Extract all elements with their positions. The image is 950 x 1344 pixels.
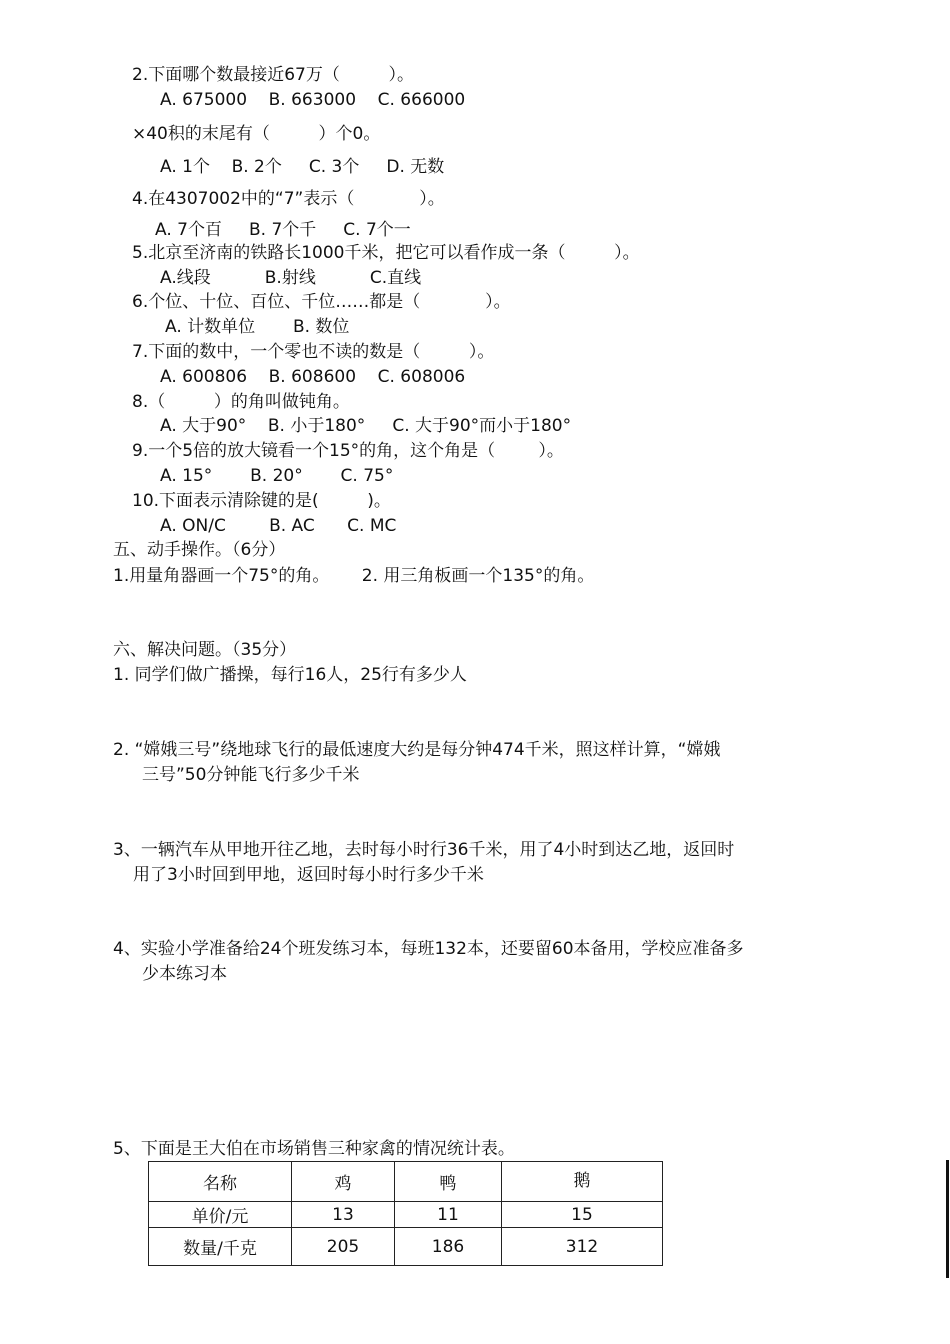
question-7-stem: 7.下面的数中，一个零也不读的数是（ ）。 (132, 342, 495, 362)
table-row (149, 1202, 663, 1228)
section5-task: 1.用量角器画一个75°的角。 2. 用三角板画一个135°的角。 (113, 566, 595, 586)
question-3-stem: ×40积的末尾有（ ）个0。 (132, 124, 381, 144)
question-5-options: A.线段 B.射线 C.直线 (160, 268, 422, 288)
question-3-options: A. 1个 B. 2个 C. 3个 D. 无数 (160, 157, 445, 177)
question-2-stem: 2.下面哪个数最接近67万（ ）。 (132, 65, 414, 85)
problem-1-text: 1. 同学们做广播操，每行16人，25行有多少人 (113, 665, 467, 685)
problem-3-text: 3、一辆汽车从甲地开往乙地，去时每小时行36千米，用了4小时到达乙地，返回时 (113, 840, 735, 860)
poultry-sales-table (148, 1161, 663, 1266)
problem-2-text-cont: 三号”50分钟能飞行多少千米 (142, 765, 360, 785)
table-cell: 单价/元 (149, 1202, 292, 1228)
question-6-stem: 6.个位、十位、百位、千位……都是（ ）。 (132, 292, 511, 312)
table-header-cell: 鹅 (502, 1162, 663, 1202)
table-header-row (149, 1162, 663, 1202)
problem-4-text-cont: 少本练习本 (142, 964, 227, 984)
section6-heading: 六、解决问题。（35分） (113, 640, 297, 660)
table-cell: 13 (292, 1202, 395, 1228)
table-cell: 312 (502, 1228, 663, 1266)
table-header-cell: 名称 (149, 1162, 292, 1202)
question-9-stem: 9.一个5倍的放大镜看一个15°的角，这个角是（ ）。 (132, 441, 564, 461)
page-edge-line (946, 1160, 949, 1278)
question-2-options: A. 675000 B. 663000 C. 666000 (160, 90, 466, 110)
table-cell: 15 (502, 1202, 663, 1228)
section5-heading: 五、动手操作。（6分） (113, 540, 286, 560)
question-6-options: A. 计数单位 B. 数位 (165, 317, 350, 337)
question-4-stem: 4.在4307002中的“7”表示（ ）。 (132, 189, 445, 209)
question-7-options: A. 600806 B. 608600 C. 608006 (160, 367, 466, 387)
table-row (149, 1228, 663, 1266)
table-cell: 205 (292, 1228, 395, 1266)
question-10-stem: 10.下面表示清除键的是( )。 (132, 491, 391, 511)
table-cell: 186 (395, 1228, 502, 1266)
question-8-options: A. 大于90° B. 小于180° C. 大于90°而小于180° (160, 416, 572, 436)
problem-3-text-cont: 用了3小时回到甲地，返回时每小时行多少千米 (133, 865, 484, 885)
table-cell: 11 (395, 1202, 502, 1228)
table-cell: 数量/千克 (149, 1228, 292, 1266)
question-8-stem: 8.（ ）的角叫做钝角。 (132, 392, 350, 412)
problem-5-text: 5、下面是王大伯在市场销售三种家禽的情况统计表。 (113, 1139, 515, 1159)
problem-2-text: 2. “嫦娥三号”绕地球飞行的最低速度大约是每分钟474千米，照这样计算，“嫦娥 (113, 740, 721, 760)
table-header-cell: 鸡 (292, 1162, 395, 1202)
problem-4-text: 4、实验小学准备给24个班发练习本，每班132本，还要留60本备用，学校应准备多 (113, 939, 744, 959)
question-9-options: A. 15° B. 20° C. 75° (160, 466, 394, 486)
question-4-options: A. 7个百 B. 7个千 C. 7个一 (155, 220, 411, 240)
question-5-stem: 5.北京至济南的铁路长1000千米，把它可以看作成一条（ ）。 (132, 243, 640, 263)
question-10-options: A. ON/C B. AC C. MC (160, 516, 397, 536)
table-header-cell: 鸭 (395, 1162, 502, 1202)
